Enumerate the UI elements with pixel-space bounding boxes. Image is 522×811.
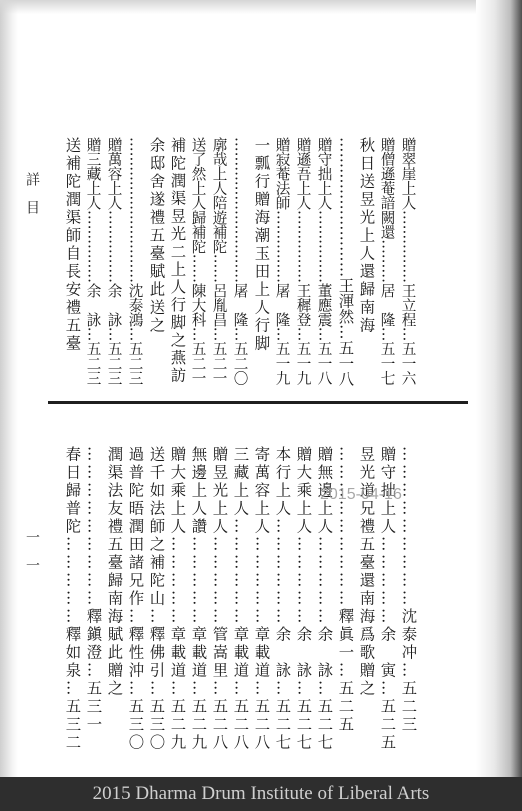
- toc-entry: 贈三藏上人……………余 詠…五二三: [84, 137, 102, 386]
- toc-entry: 送補陀潤渠師自長安禮五臺: [63, 137, 82, 353]
- toc-entry: …………………………沈泰鴻…五二三: [126, 137, 144, 386]
- toc-entry: ………………………釋鎭澄…五三一: [84, 446, 103, 734]
- toc-entry: 一瓢行贈海潮玉田上人行脚: [252, 137, 271, 353]
- toc-entry: ………………………沈泰冲…五二三: [399, 446, 418, 734]
- toc-entry: 送千如法師之補陀山…釋佛引…五三〇: [147, 446, 166, 752]
- toc-entry: 贈守拙上人……………余 寅…五二五: [378, 446, 397, 752]
- footer-bar: [0, 777, 522, 811]
- toc-entry: ………………………釋眞一…五二五: [336, 446, 355, 734]
- toc-entry: 三藏上人………………章載道…五二八: [231, 446, 250, 752]
- toc-entry: 余邸舍遂禮五臺賦此送之: [147, 137, 166, 335]
- running-head: 詳目: [24, 172, 40, 228]
- toc-entry: 贈大乘上人……………章載道…五二九: [168, 446, 187, 752]
- toc-entry: 贈無邊上人……………余 詠…五二七: [315, 446, 334, 752]
- toc-entry: 寄萬容上人……………章載道…五二八: [252, 446, 271, 752]
- toc-entry: 補陀潤渠昱光二上人行脚之燕訪: [168, 137, 187, 385]
- toc-entry: 送了然上人歸補陀……陳大科…五二一: [189, 137, 207, 386]
- toc-entry: …………………………屠 隆…五二〇: [231, 137, 249, 386]
- page-spine-shadow: [0, 0, 18, 811]
- toc-entry: 贈遜吾上人……………王穉登…五一九: [294, 137, 312, 386]
- register-divider: [48, 401, 468, 404]
- toc-entry: 贈萬容上人……………余 詠…五二三: [105, 137, 123, 386]
- toc-entry: 贈僧遜菴諳闕還………居 隆…五一七: [378, 137, 396, 386]
- page-edge-shadow: [476, 0, 522, 811]
- toc-entry: 贈大乘上人……………余 詠…五二七: [294, 446, 313, 752]
- toc-entry: 贈昱光上人……………管嵩里…五二八: [210, 446, 229, 752]
- toc-entry: ………………………王渾然…五一八: [336, 137, 355, 387]
- footer-credit: 2015 Dharma Drum Institute of Liberal Arts: [92, 783, 430, 804]
- toc-entry: 昱光道兄禮五臺還南海爲歌贈之: [357, 446, 376, 698]
- toc-entry: 廓哉上人陪遊補陀……呂胤昌…五二一: [210, 137, 228, 386]
- toc-entry: 潤渠法友禮五臺歸南海賦此贈之: [105, 446, 124, 698]
- toc-entry: 贈寂菴法師……………屠 隆…五一九: [273, 137, 291, 386]
- toc-entry: 贈守拙上人……………董應震…五一八: [315, 137, 333, 386]
- toc-entry: 過普陀晤潤田諸兄作…釋性沖…五三〇: [126, 446, 145, 752]
- toc-entry: 春日歸普陀……………釋如泉…五三二: [63, 446, 82, 752]
- scan-date-watermark: 2015-04-16: [320, 486, 402, 503]
- toc-entry: 秋日送昱光上人還歸南海: [357, 137, 376, 335]
- toc-entry: 本行上人………………余 詠…五二七: [273, 446, 292, 752]
- toc-entry: 無邊上人讚……………章載道…五二九: [189, 446, 208, 752]
- toc-entry: 贈翠崖上人……………王立程…五一六: [399, 137, 417, 386]
- page-number: 一一: [24, 530, 40, 586]
- page-top-shadow: [0, 0, 522, 14]
